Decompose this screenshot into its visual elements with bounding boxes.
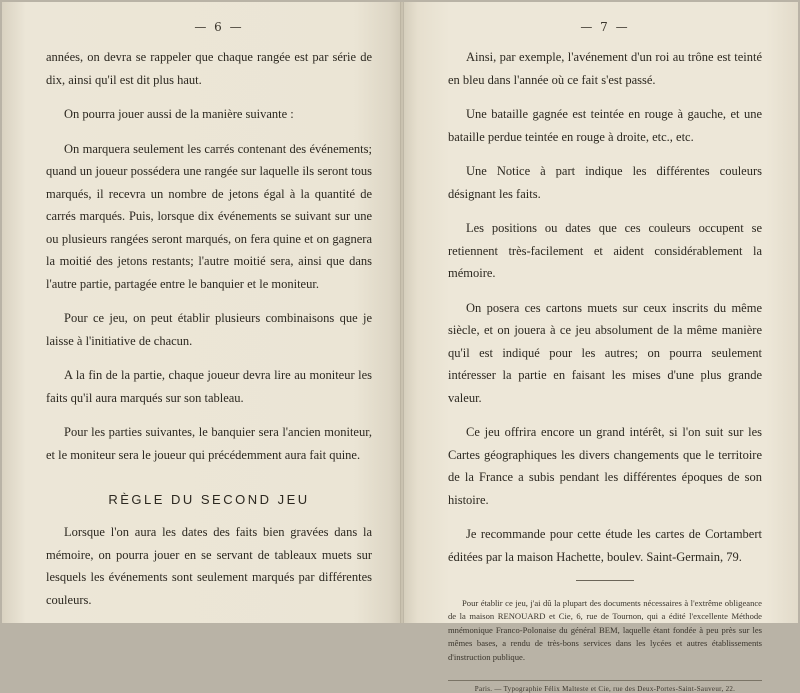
right-page-number: — 7 — (580, 20, 630, 34)
imprint-rule (448, 680, 762, 681)
right-paragraph-5: On posera ces cartons muets sur ceux inscrits du même siècle, et on jouera à ce jeu absolument de la même manière qu'il est indiqué pour les autres; on pourra seulement intéresser la partie en faisant les mises d'une plus grande valeur. (448, 300, 762, 405)
left-page (2, 2, 402, 623)
left-paragraph-4: Pour ce jeu, on peut établir plusieurs combinaisons que je laisse à l'initiative de chacun. (46, 311, 372, 348)
right-paragraph-1: Ainsi, par exemple, l'avénement d'un roi au trône est teinté en bleu dans l'année où ce fait s'est passé. (448, 50, 762, 87)
left-page-number: — 6 — (194, 20, 244, 34)
right-paragraph-7: Je recommande pour cette étude les cartes de Cortambert éditées par la maison Hachette, boulev. Saint-Germain, 79. (448, 527, 762, 564)
book-gutter (400, 2, 404, 623)
section-title: RÈGLE DU SECOND JEU (108, 492, 310, 507)
left-paragraph-2: On pourra jouer aussi de la manière suivante : (64, 107, 294, 121)
left-paragraph-5: A la fin de la partie, chaque joueur devra lire au moniteur les faits qu'il aura marqués sur son tableau. (46, 368, 372, 405)
left-paragraph-6: Pour les parties suivantes, le banquier sera l'ancien moniteur, et le moniteur sera le joueur qui précédemment aura fait quine. (46, 425, 372, 462)
right-paragraph-3: Une Notice à part indique les différentes couleurs désignant les faits. (448, 164, 762, 201)
left-paragraph-1: années, on devra se rappeler que chaque rangée est par série de dix, ainsi qu'il est dit plus haut. (46, 50, 372, 87)
right-paragraph-6: Ce jeu offrira encore un grand intérêt, si l'on suit sur les Cartes géographiques les divers changements que le territoire de la France a subis pendant les différentes époques de son histoire. (448, 425, 762, 507)
left-paragraph-3: On marquera seulement les carrés contenant des événements; quand un joueur possédera une rangée sur laquelle ils seront tous marqués, il recevra un nombre de jetons égal à la quantité de carrés marqués. Puis, lorsque dix événements se suivant sur une ou plusieurs rangées seront marqués, on fera quine et on gagnera la moitié des jetons restants; l'autre moitié sera, ainsi que dans l'autre partie, partagée entre le banquier et le moniteur. (46, 141, 372, 291)
printer-imprint: Paris. — Typographie Félix Malteste et Cie, rue des Deux-Portes-Saint-Sauveur, 22. (474, 685, 736, 693)
left-section-paragraph: Lorsque l'on aura les dates des faits bien gravées dans la mémoire, on pourra jouer en se servant de tableaux muets sur lesquels les événements sont seulement marqués par différentes couleurs. (46, 525, 372, 607)
right-page (402, 2, 798, 693)
book-spread (2, 2, 798, 693)
footnote-separator (576, 580, 634, 581)
footnote: Pour établir ce jeu, j'ai dû la plupart des documents nécessaires à l'extrême obligeance de la maison RENOUARD et Cie, 6, rue de Tournon, qui a édité l'excellente Méthode mnémonique Franco-Polonaise du général BEM, laquelle étant fondée à peu près sur les mêmes bases, a rendu de très-bons services dans les lycées et autres établissements d'instruction publique. (448, 598, 762, 662)
right-paragraph-2: Une bataille gagnée est teintée en rouge à gauche, et une bataille perdue teintée en rouge à droite, etc., etc. (448, 107, 762, 144)
right-paragraph-4: Les positions ou dates que ces couleurs occupent se retiennent très-facilement et aident considérablement la mémoire. (448, 221, 762, 280)
